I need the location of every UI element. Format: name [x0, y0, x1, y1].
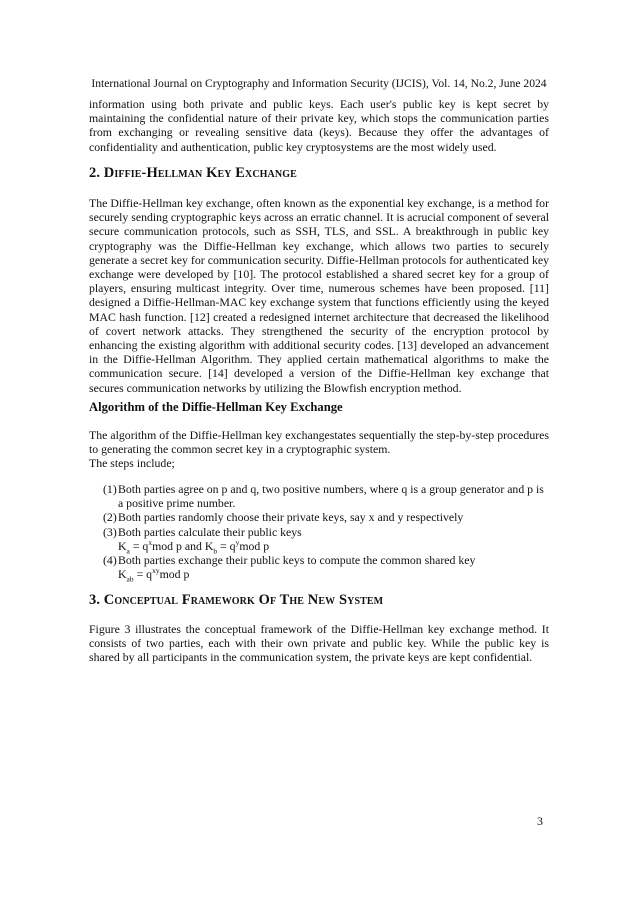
intro-paragraph: information using both private and public keys. Each user's public key is kept secret by maintaining the confidential nature of their private key, which stops the communication parties from exchanging or revealing sensitive data (keys). Because they offer the advantages of confidentiality and authentication, public key cryptosystems are the most widely used.	[89, 97, 549, 154]
steps-label: The steps include;	[89, 456, 175, 471]
step-text: Both parties exchange their public keys to compute the common shared key	[118, 553, 476, 568]
section-2-paragraph: The Diffie-Hellman key exchange, often known as the exponential key exchange, is a method for securely sending cryptographic keys across an erratic channel. It is acrucial component of several secure communication protocols, such as SSH, TLS, and SSL. A breakthrough in public key cryptography was the Diffie-Hellman key exchange, which allows two parties to securely generate a secret key for communication security. Diffie-Hellman protocols for authenticated key exchange were developed by [10]. The protocol established a shared secret key for a group of players, ensuring multicast integrity. Over time, numerous schemes have been proposed. [11] designed a Diffie-Hellman-MAC key exchange system that functions efficiently using the keyed MAC hash function. [12] created a redesigned internet architecture that decreased the likelihood of covert network attacks. They strengthened the security of the encryption protocol by enhancing the existing algorithm with additional security codes. [13] developed an advancement in the Diffie-Hellman Algorithm. They applied certain mathematical algorithms to make the communication secure. [14] developed a version of the Diffie-Hellman key exchange that secures communication networks by utilizing the Blowfish encryption method.	[89, 196, 549, 395]
shared-key-formula: $K_{ab} = q^{xy}mod$ p	[118, 566, 190, 584]
step-number: (3)	[103, 524, 117, 539]
section-2-title: 2. Diffie-Hellman Key Exchange	[89, 165, 297, 181]
intro-paragraph-block	[89, 97, 549, 154]
section-3-paragraph-block	[89, 622, 549, 665]
step-text: Both parties calculate their public keys	[118, 524, 302, 539]
section-2-heading	[89, 164, 297, 182]
public-key-formula: $K_a = q^xmod$ p and $K_b = q^ymod$ p	[118, 537, 270, 556]
section-3-title: 3. Conceptual Framework Of The New System	[89, 592, 384, 608]
algorithm-intro-block	[89, 428, 549, 471]
algorithm-subheading: Algorithm of the Diffie-Hellman Key Exchange	[89, 400, 343, 414]
page-number: 3	[537, 814, 543, 828]
step-number: (2)	[103, 510, 117, 525]
step-4	[103, 553, 549, 567]
step-2	[103, 510, 549, 524]
running-header: International Journal on Cryptography and Information Security (IJCIS), Vol. 14, No.2, June 2024	[91, 77, 547, 90]
step-text: Both parties agree on p and q, two positive numbers, where q is a group generator and p is a positive prime number.	[118, 482, 544, 511]
step-number: (1)	[103, 482, 117, 496]
section-2-paragraph-block	[89, 196, 549, 395]
section-3-heading	[89, 591, 383, 609]
step-text: Both parties randomly choose their private keys, say x and y respectively	[118, 510, 464, 525]
step-3	[103, 525, 549, 539]
step-number: (4)	[103, 553, 117, 568]
algorithm-intro: The algorithm of the Diffie-Hellman key exchangestates sequentially the step-by-step procedures to generating the common secret key in a cryptographic system.	[89, 428, 549, 457]
algorithm-steps-list	[103, 482, 549, 584]
section-3-paragraph: Figure 3 illustrates the conceptual framework of the Diffie-Hellman key exchange method. It consists of two parties, each with their own private and public key. While the public key is shared by all participants in the communication system, the private keys are kept confidential.	[89, 622, 549, 665]
step-1	[103, 482, 549, 510]
